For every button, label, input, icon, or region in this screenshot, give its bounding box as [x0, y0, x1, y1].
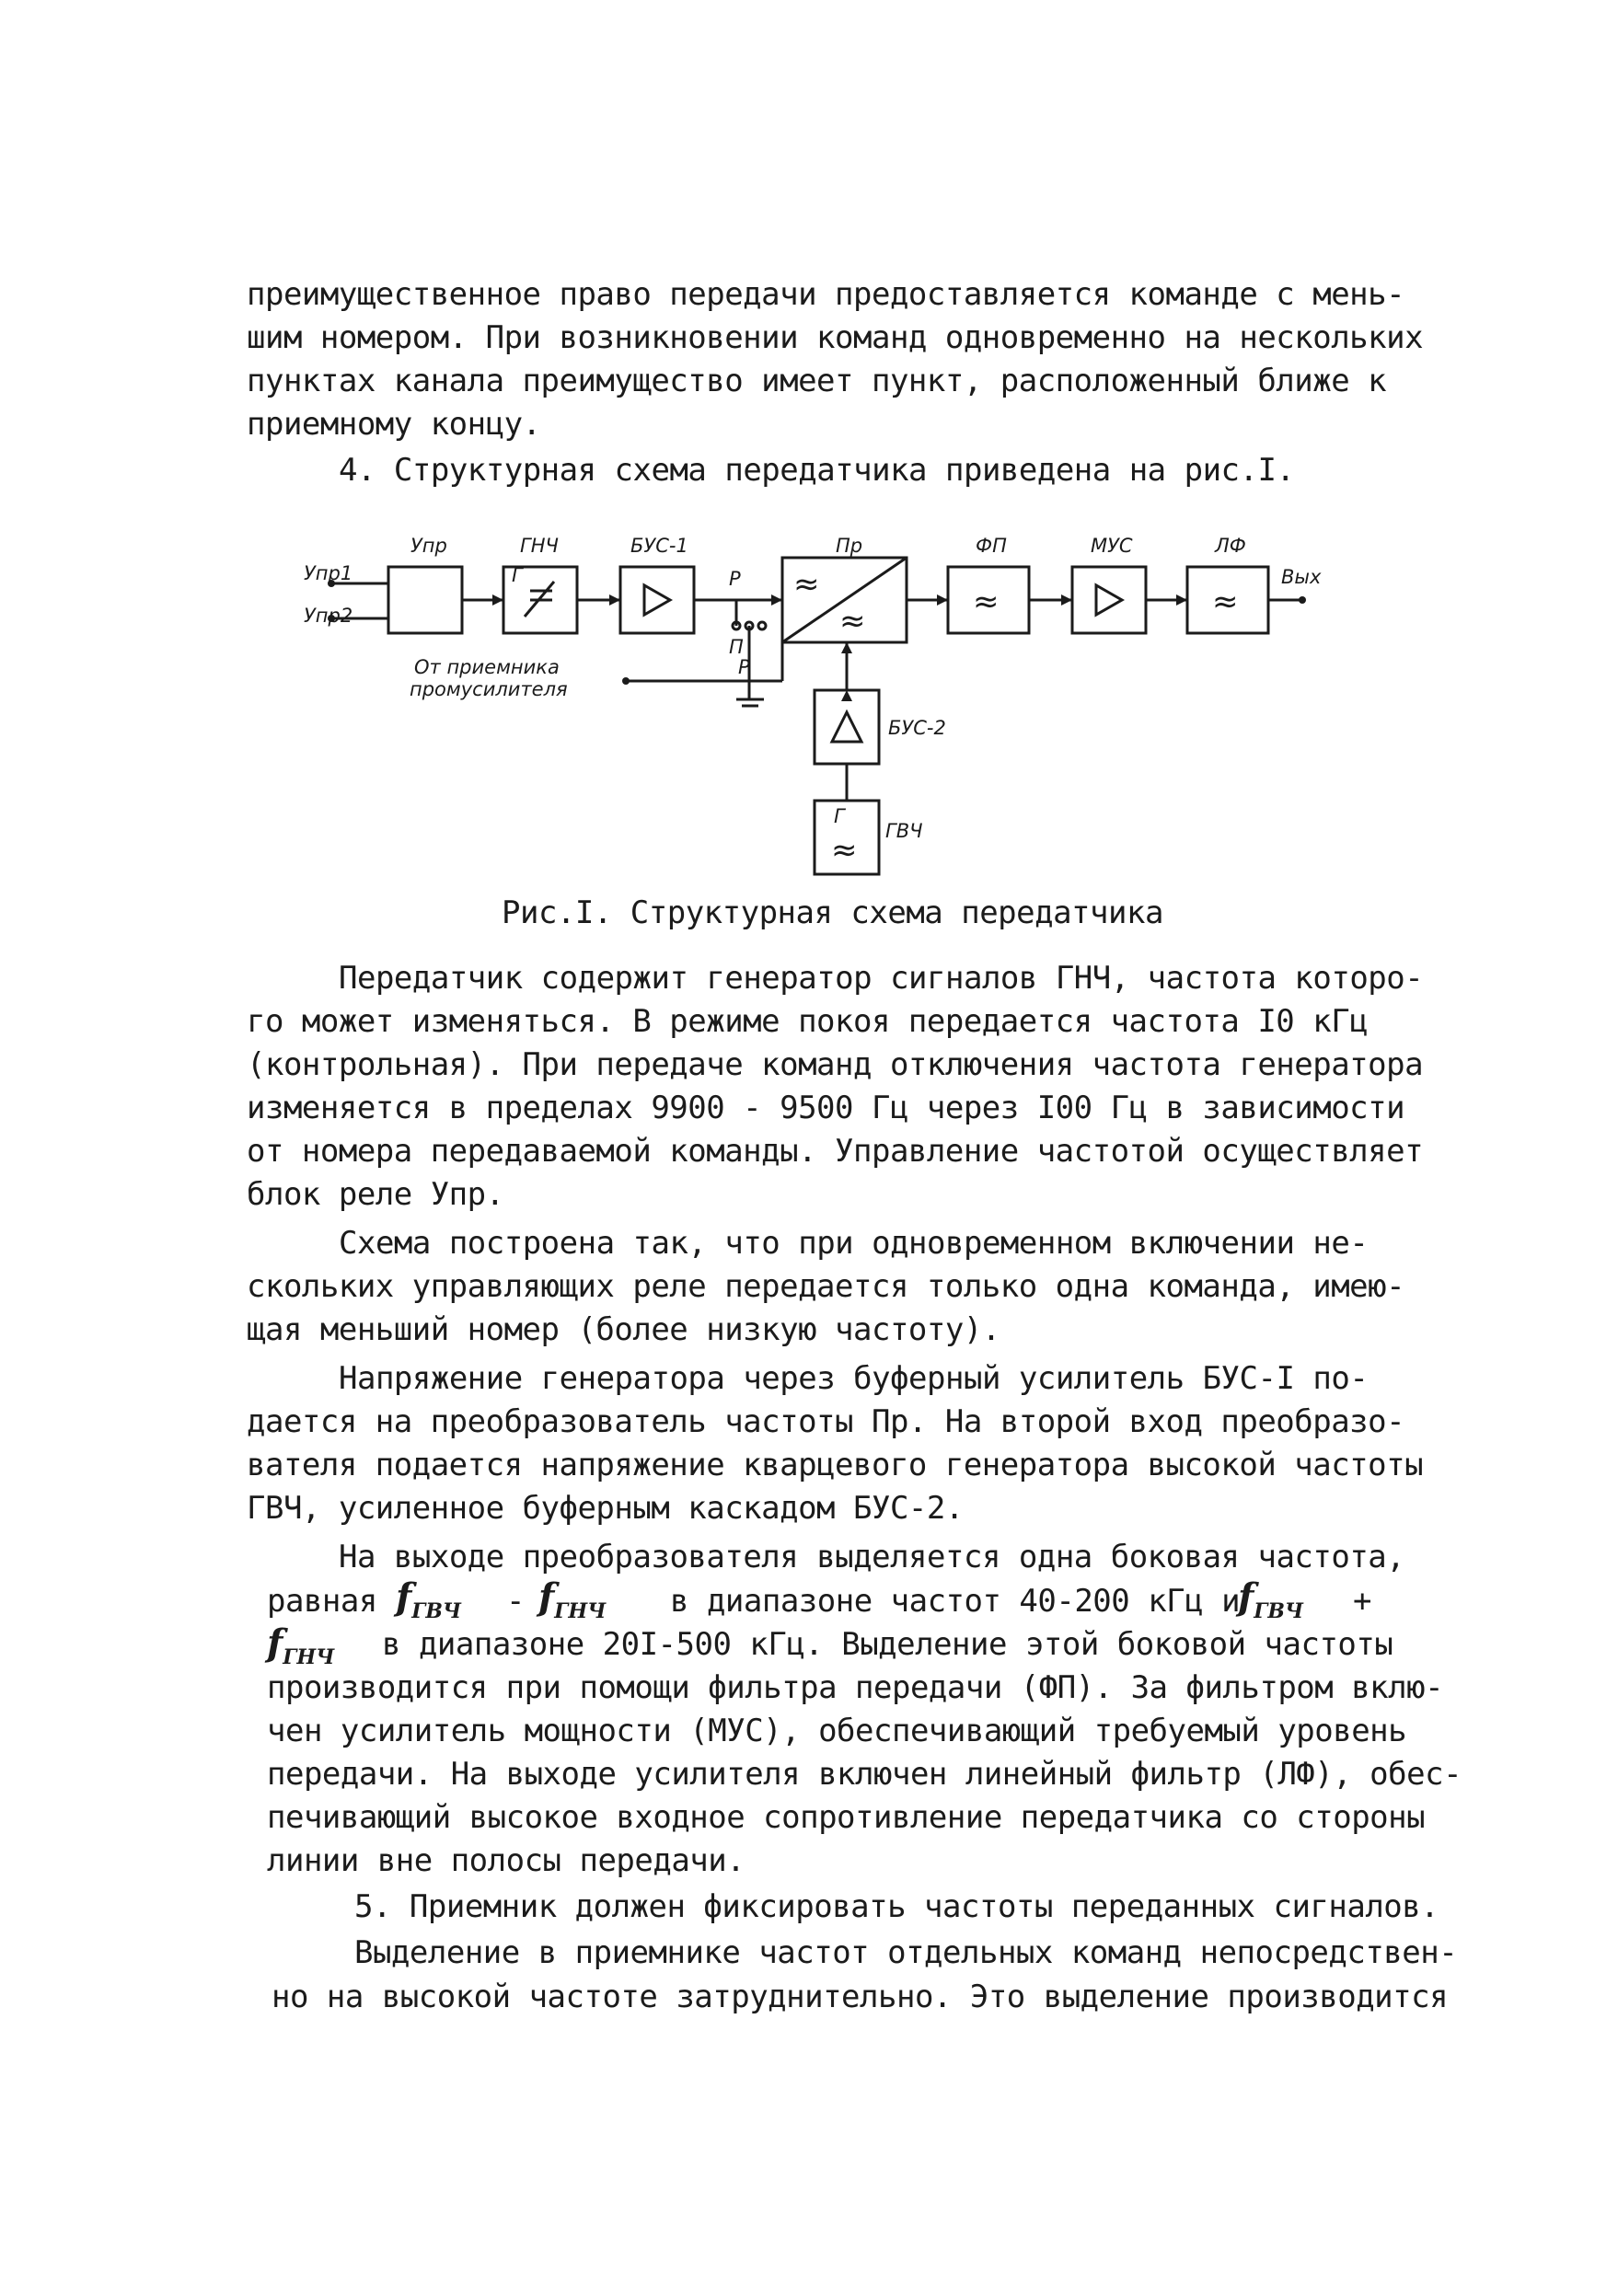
text-line: равная [267, 1583, 377, 1620]
text-line: Выделение в приемнике частот отдельных команд непосредствен- [354, 1934, 1458, 1971]
label-upr: Упр [410, 535, 447, 557]
text-line: ГВЧ, усиленное буферным каскадом БУС-2. [247, 1490, 964, 1527]
text-line: печивающий высокое входное сопротивление передатчика со стороны [267, 1799, 1426, 1836]
text-line: в диапазоне частот 40-200 кГц и [670, 1583, 1241, 1620]
filter-wave-icon: ≈ [1212, 583, 1239, 620]
text-line: На выходе преобразователя выделяется одна боковая частота, [339, 1539, 1405, 1575]
block-upr [388, 567, 462, 633]
text-line: (контрольная). При передаче команд отключения частота генератора [247, 1046, 1424, 1083]
wave-icon: ≈ [839, 603, 866, 640]
label-switch-p: П [729, 636, 744, 658]
text-line: изменяется в пределах 9900 - 9500 Гц через I00 Гц в зависимости [247, 1090, 1405, 1126]
label-switch-r2: Р [738, 656, 750, 678]
label-input-2: Упр2 [304, 605, 353, 627]
figure-caption: Рис.I. Структурная схема передатчика [502, 894, 1163, 931]
text-line: го может изменяться. В режиме покоя передается частота I0 кГц [247, 1003, 1369, 1040]
text-line: Схема построена так, что при одновременном включении не- [339, 1225, 1369, 1262]
label-switch-r1: Р [729, 568, 741, 590]
text-line: чен усилитель мощности (МУС), обеспечивающий требуемый уровень [267, 1713, 1407, 1749]
filter-wave-icon: ≈ [973, 583, 1000, 620]
formula-f-gnch: $f_{ГНЧ}$ [267, 1621, 335, 1669]
plus-sign: + [1353, 1583, 1371, 1620]
label-gen-g2: Г [834, 805, 845, 827]
formula-f-gvch: $f_{ГВЧ}$ [396, 1575, 462, 1623]
formula-f-gnch: $f_{ГНЧ}$ [538, 1575, 607, 1623]
text-line: в диапазоне 20I-500 кГц. Выделение этой боковой частоты [382, 1626, 1393, 1663]
text-line: дается на преобразователь частоты Пр. На второй вход преобразо- [247, 1403, 1405, 1440]
item-5-heading: 5. Приемник должен фиксировать частоты переданных сигналов. [354, 1888, 1439, 1925]
item-4-heading: 4. Структурная схема передатчика приведена на рис.I. [339, 452, 1295, 489]
label-output: Вых [1281, 566, 1322, 588]
label-input-1: Упр1 [304, 562, 353, 584]
label-pr: Пр [836, 535, 863, 557]
text-line: производится при помощи фильтра передачи (ФП). За фильтром вклю- [267, 1669, 1444, 1706]
text-line: скольких управляющих реле передается только одна команда, имею- [247, 1268, 1405, 1305]
label-mus: МУС [1091, 535, 1133, 557]
text-line: блок реле Упр. [247, 1176, 504, 1213]
text-line: Напряжение генератора через буферный усилитель БУС-I по- [339, 1360, 1369, 1397]
label-lf: ЛФ [1215, 535, 1246, 557]
text-line: вателя подается напряжение кварцевого генератора высокой частоты [247, 1447, 1424, 1483]
label-receiver-1: От приемника [414, 656, 560, 678]
text-line: пунктах канала преимущество имеет пункт, расположенный ближе к [247, 363, 1387, 399]
label-bus2: БУС-2 [888, 717, 946, 739]
label-gvch: ГВЧ [885, 820, 923, 842]
formula-f-gvch: $f_{ГВЧ}$ [1238, 1575, 1304, 1623]
text-line: от номера передаваемой команды. Управление частотой осуществляет [247, 1133, 1424, 1170]
label-fp: ФП [976, 535, 1007, 557]
block-mus [1072, 567, 1146, 633]
label-receiver-2: промусилителя [410, 678, 568, 700]
text-line: но на высокой частоте затруднительно. Это выделение производится [272, 1979, 1449, 2015]
block-bus1 [620, 567, 694, 633]
wave-icon: ≈ [793, 566, 820, 603]
text-line: шим номером. При возникновении команд одновременно на нескольких [247, 319, 1424, 356]
text-line: передачи. На выходе усилителя включен линейный фильтр (ЛФ), обес- [267, 1756, 1462, 1793]
label-gnch: ГНЧ [520, 535, 559, 557]
text-line: линии вне полосы передачи. [267, 1842, 745, 1879]
wave-icon: ≈ [831, 832, 858, 869]
text-line: щая меньший номер (более низкую частоту). [247, 1311, 1000, 1348]
label-gen-g1: Г [512, 564, 523, 586]
text-line: приемному концу. [247, 406, 541, 443]
text-line: Передатчик содержит генератор сигналов ГНЧ, частота которо- [339, 960, 1424, 997]
text-line: преимущественное право передачи предоставляется команде с мень- [247, 276, 1405, 313]
transmitter-block-diagram [304, 515, 1344, 883]
minus-sign: - [506, 1583, 525, 1620]
label-bus1: БУС-1 [630, 535, 688, 557]
